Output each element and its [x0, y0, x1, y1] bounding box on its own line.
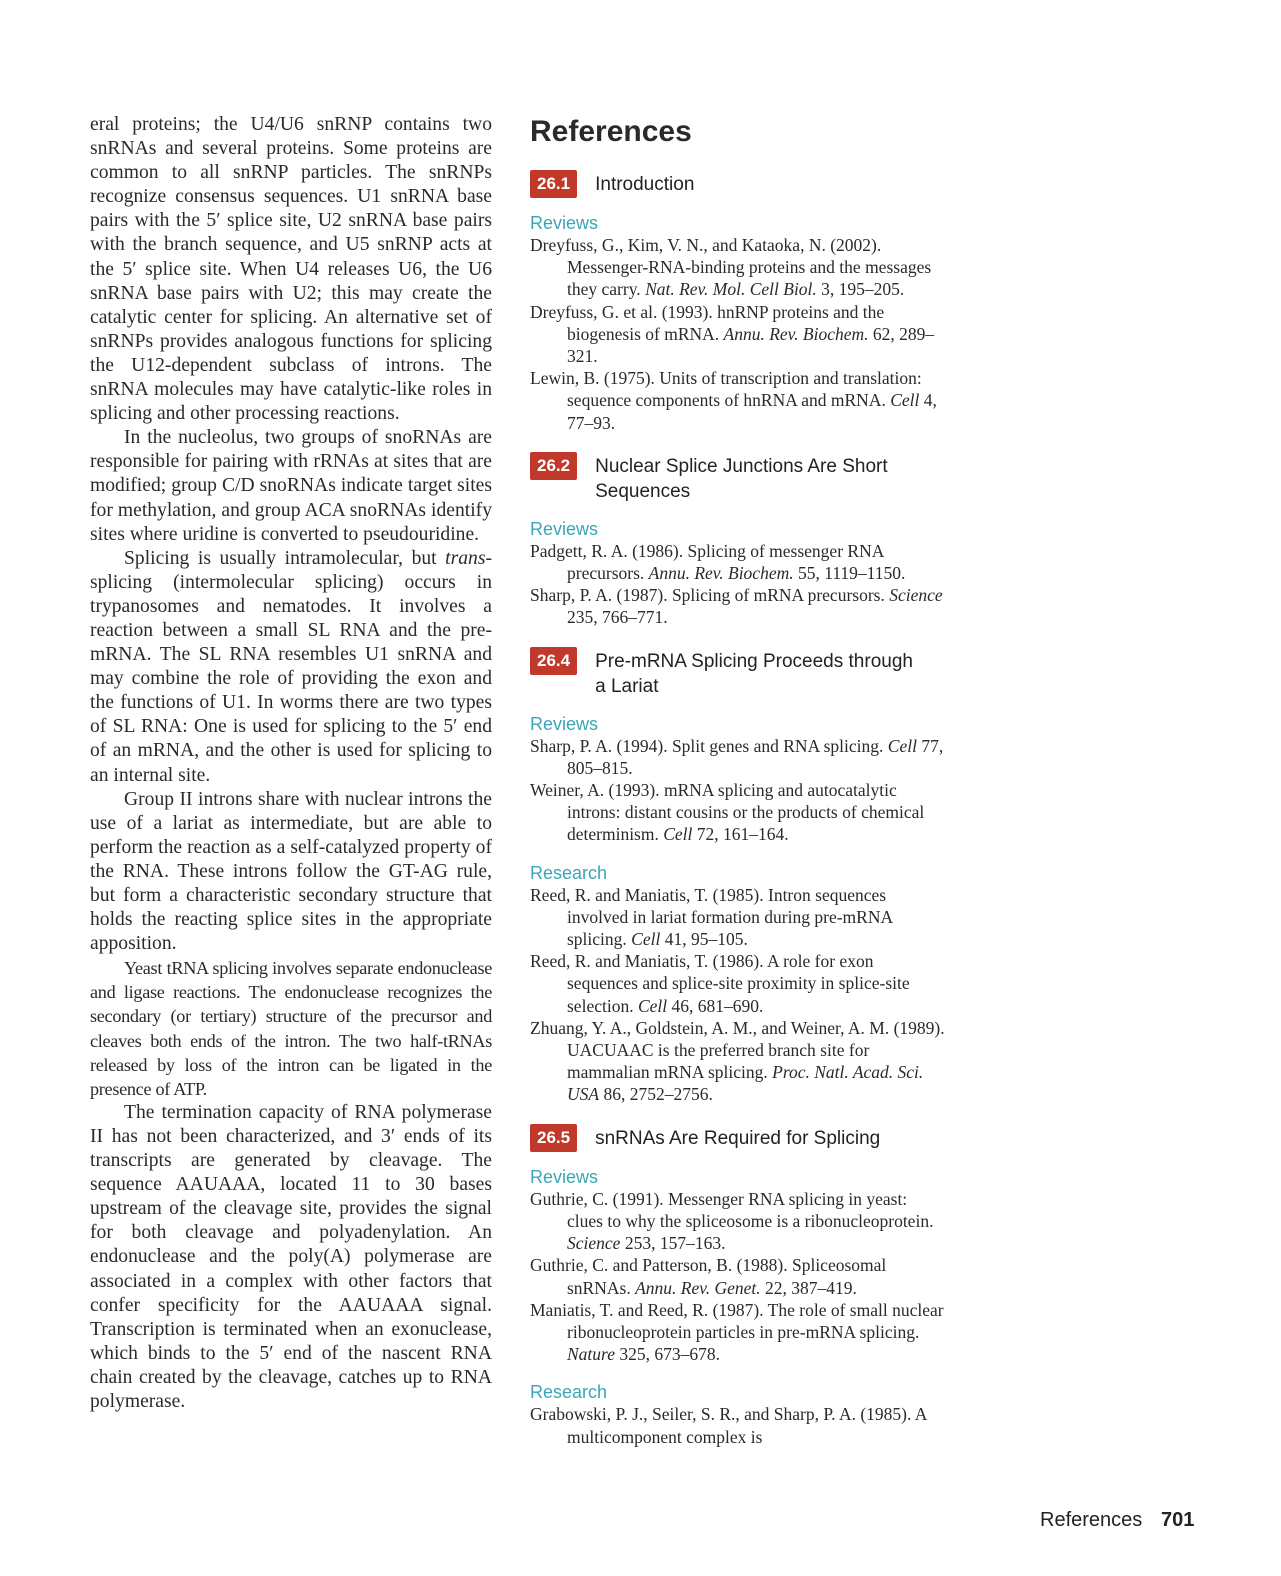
reference-journal: Science — [567, 1233, 621, 1254]
section-title: Pre-mRNA Splicing Proceeds through a Lariat — [595, 650, 913, 697]
trans-para-before: Splicing is usually intramolecular, but — [124, 547, 446, 569]
reference-entry — [530, 884, 945, 951]
section-title: snRNAs Are Required for Splicing — [595, 1127, 881, 1149]
reference-citation: Reed, R. and Maniatis, T. (1986). A role for exon sequences and splice-site proximity in splice-site selection. — [530, 951, 910, 1016]
reference-journal: Annu. Rev. Biochem. — [723, 323, 869, 344]
reference-entry — [530, 1254, 945, 1298]
section-number-badge: 26.1 — [530, 170, 577, 198]
reference-entry — [530, 1188, 945, 1255]
reference-citation: Sharp, P. A. (1994). Split genes and RNA splicing. — [530, 735, 888, 756]
reference-entry — [530, 584, 945, 628]
reference-entry — [530, 1403, 945, 1447]
reference-journal: Cell — [663, 824, 693, 845]
section-number-badge: 26.4 — [530, 647, 577, 675]
left-text-column — [90, 113, 492, 1414]
reference-section-26-5 — [530, 1124, 945, 1448]
reference-group-heading: Research — [530, 862, 608, 883]
reference-group-reviews — [530, 1166, 945, 1366]
reference-citation: Padgett, R. A. (1986). Splicing of messenger RNA precursors. — [530, 540, 884, 584]
reference-group-heading: Reviews — [530, 213, 599, 233]
reference-journal: Proc. Natl. Acad. Sci. USA — [567, 1062, 924, 1105]
reference-volume-pages: 235, 766–771. — [567, 607, 668, 628]
running-footer-label: References — [1040, 1509, 1143, 1531]
reference-journal: Cell — [631, 929, 661, 950]
reference-entry — [530, 367, 945, 434]
reference-citation: Dreyfuss, G. et al. (1993). hnRNP proteins and the biogenesis of mRNA. — [530, 301, 885, 344]
section-number-badge: 26.2 — [530, 452, 577, 480]
reference-journal: Annu. Rev. Biochem. — [648, 563, 794, 584]
reference-sections — [530, 170, 945, 1448]
body-paragraph-5: The termination capacity of RNA polymerase II has not been characterized, and 3′ ends of its transcripts are generated by cleavage. The sequence AAUAAA, located 11 to 30 bases upstream of the cleavage site, provides the signal for both cleavage and polyadenylation. An endonuclease and the poly(A) polymerase are associated in a complex with other factors that confer specificity for the AAUAAA signal. Transcription is terminated when an exonuclease, which binds to the 5′ end of the nascent RNA chain created by the cleavage, catches up to RNA polymerase. — [90, 1101, 492, 1412]
reference-entry — [530, 1017, 945, 1106]
page-number: 701 — [1161, 1509, 1195, 1531]
reference-citation: Maniatis, T. and Reed, R. (1987). The role of small nuclear ribonucleoprotein particles in pre-mRNA splicing. — [530, 1299, 944, 1342]
reference-volume-pages: 77, 805–815. — [567, 735, 944, 778]
trans-para-italic: trans — [445, 547, 486, 569]
section-heading — [530, 170, 945, 198]
section-title: Introduction — [595, 174, 695, 195]
reference-section-26-1 — [530, 170, 945, 434]
section-number-badge: 26.5 — [530, 1124, 577, 1152]
reference-citation: Dreyfuss, G., Kim, V. N., and Kataoka, N. (2002). Messenger-RNA-binding proteins and the messages they carry. — [530, 235, 932, 300]
reference-group-reviews — [530, 212, 945, 434]
reference-journal: Annu. Rev. Genet. — [635, 1277, 761, 1298]
reference-journal: Nat. Rev. Mol. Cell Biol. — [645, 279, 817, 300]
section-heading — [530, 1124, 945, 1152]
reference-group-reviews — [530, 713, 945, 846]
body-paragraph-3: Group II introns share with nuclear introns the use of a lariat as intermediate, but are able to perform the reaction as a self-catalyzed property of the RNA. These introns follow the GT-AG rule, but form a characteristic secondary structure that holds the reacting splice sites in the appropriate apposition. — [90, 788, 492, 955]
reference-volume-pages: 72, 161–164. — [692, 824, 789, 845]
trans-para-after: -splicing (intermolecular splicing) occurs in trypanosomes and nematodes. It involves a reaction between a small SL RNA and the pre-mRNA. The SL RNA resembles U1 snRNA and may combine the role of providing the exon and the functions of U1. In worms there are two types of SL RNA: One is used for splicing to the 5′ end of an mRNA, and the other is used for splicing to an internal site. — [90, 547, 492, 786]
body-paragraph-4: Yeast tRNA splicing involves separate endonuclease and ligase reactions. The endonuclease recognizes the secondary (or tertiary) structure of the precursor and cleaves both ends of the intron. The two half-tRNAs released by loss of the intron can be ligated in the presence of ATP. — [90, 958, 492, 1099]
reference-citation: Sharp, P. A. (1987). Splicing of mRNA precursors. — [530, 585, 890, 606]
reference-citation: Weiner, A. (1993). mRNA splicing and autocatalytic introns: distant cousins or the products of chemical determinism. — [530, 780, 925, 845]
body-paragraph-trans-splicing — [90, 547, 492, 788]
reference-citation: Guthrie, C. and Patterson, B. (1988). Spliceosomal snRNAs. — [530, 1255, 887, 1298]
reference-volume-pages: 22, 387–419. — [760, 1277, 857, 1298]
reference-group-reviews — [530, 518, 945, 629]
reference-volume-pages: 3, 195–205. — [816, 279, 905, 300]
reference-entry — [530, 301, 945, 368]
reference-citation: Zhuang, Y. A., Goldstein, A. M., and Weiner, A. M. (1989). UACUAAC is the preferred branch site for mammalian mRNA splicing. — [530, 1017, 945, 1083]
reference-volume-pages: 325, 673–678. — [614, 1344, 720, 1365]
reference-volume-pages: 46, 681–690. — [667, 995, 764, 1016]
reference-citation: Lewin, B. (1975). Units of transcription and translation: sequence components of hnRNA and mRNA. — [530, 368, 922, 411]
reference-entry — [530, 540, 945, 584]
reference-group-heading: Reviews — [530, 713, 599, 734]
section-heading — [530, 452, 945, 504]
section-heading — [530, 647, 945, 699]
reference-journal: Cell — [637, 995, 668, 1016]
reference-entry — [530, 779, 945, 846]
reference-volume-pages: 253, 157–163. — [620, 1233, 726, 1254]
reference-citation: Grabowski, P. J., Seiler, S. R., and Sharp, P. A. (1985). A multicomponent complex is — [530, 1404, 927, 1447]
reference-volume-pages: 86, 2752–2756. — [599, 1084, 713, 1105]
references-column — [530, 113, 945, 1466]
references-title: References — [530, 115, 692, 148]
reference-group-heading: Research — [530, 1382, 608, 1403]
reference-section-26-2 — [530, 452, 945, 629]
reference-journal: Cell — [887, 735, 917, 756]
section-title: Nuclear Splice Junctions Are Short Sequences — [595, 455, 888, 502]
reference-volume-pages: 55, 1119–1150. — [793, 563, 906, 584]
reference-entry — [530, 735, 945, 779]
reference-journal: Cell — [890, 390, 920, 411]
reference-citation: Reed, R. and Maniatis, T. (1985). Intron sequences involved in lariat formation during pre-mRNA splicing. — [530, 884, 893, 950]
reference-journal: Nature — [567, 1344, 615, 1365]
reference-citation: Guthrie, C. (1991). Messenger RNA splicing in yeast: clues to why the spliceosome is a ribonucleoprotein. — [530, 1188, 934, 1231]
body-paragraph-2: In the nucleolus, two groups of snoRNAs are responsible for pairing with rRNAs at sites that are modified; group C/D snoRNAs indicate target sites for methylation, and group ACA snoRNAs identify sites where uridine is converted to pseudouridine. — [90, 427, 492, 545]
reference-entry — [530, 1299, 945, 1366]
reference-volume-pages: 62, 289–321. — [567, 323, 935, 367]
reference-entry — [530, 234, 945, 301]
reference-entry — [530, 950, 945, 1017]
reference-group-heading: Reviews — [530, 518, 599, 539]
reference-volume-pages: 41, 95–105. — [660, 929, 748, 950]
reference-group-heading: Reviews — [530, 1166, 599, 1187]
reference-group-research — [530, 1381, 945, 1447]
body-paragraph-1: eral proteins; the U4/U6 snRNP contains two snRNAs and several proteins. Some proteins are common to all snRNP particles. The snRNPs recognize consensus sequences. U1 snRNA base pairs with the 5′ splice site, U2 snRNA base pairs with the branch sequence, and U5 snRNP acts at the 5′ splice site. When U4 releases U6, the U6 snRNA base pairs with U2; this may create the catalytic center for splicing. An alternative set of snRNPs provides analogous functions for splicing the U12-dependent subclass of introns. The snRNA molecules may have catalytic-like roles in splicing and other processing reactions. — [90, 114, 492, 425]
reference-section-26-4 — [530, 647, 945, 1106]
reference-group-research — [530, 862, 945, 1106]
reference-volume-pages: 4, 77–93. — [567, 390, 937, 433]
reference-journal: Science — [889, 585, 943, 606]
